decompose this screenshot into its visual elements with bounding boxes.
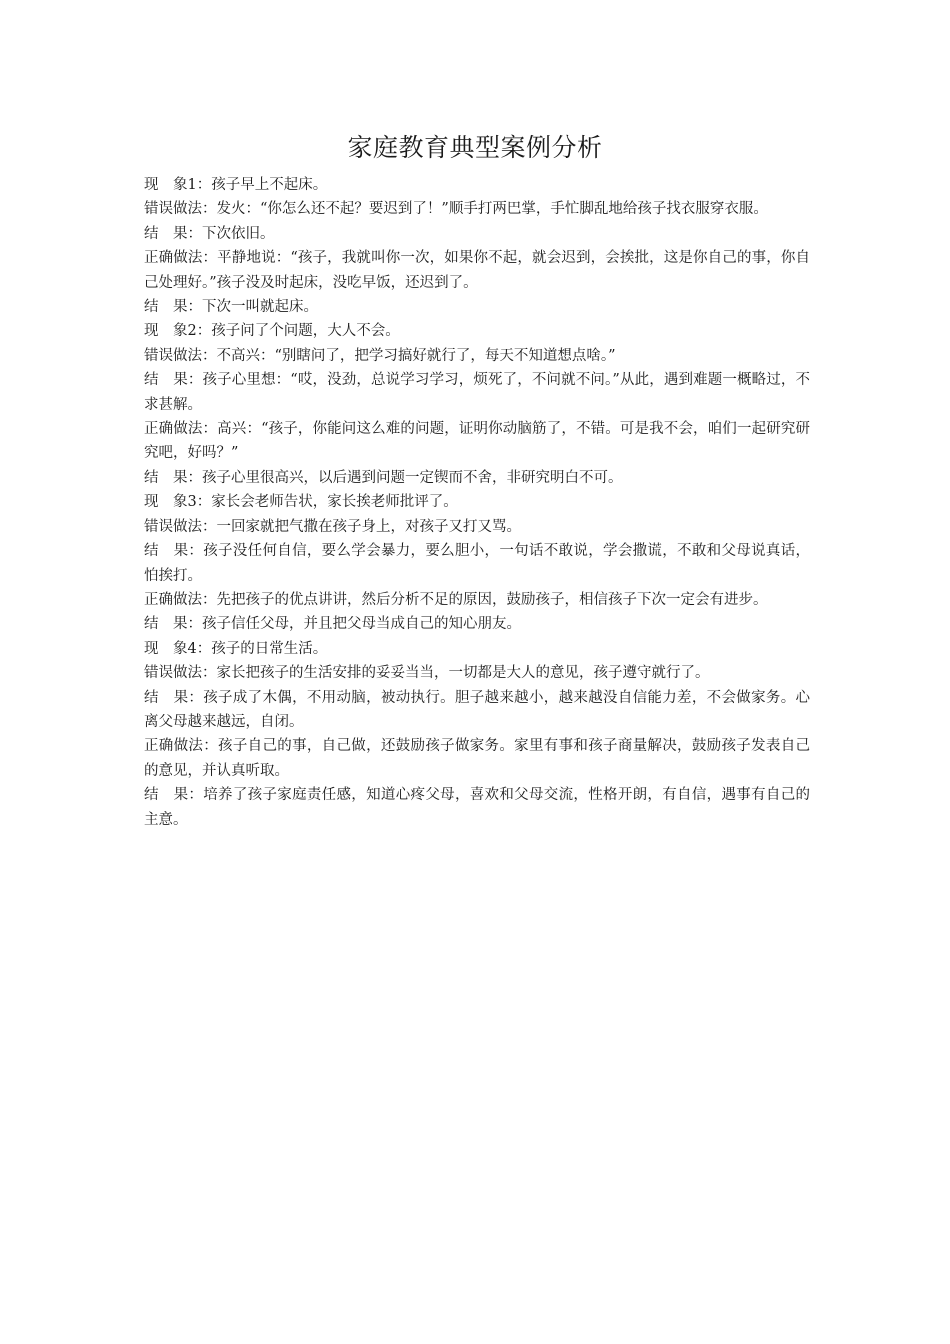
paragraph-correct-approach-3: 正确做法：先把孩子的优点讲讲，然后分析不足的原因，鼓励孩子，相信孩子下次一定会有进步。 — [144, 591, 768, 608]
paragraph-result-3a: 结 果：孩子没任何自信，要么学会暴力，要么胆小，一句话不敢说，学会撒谎，不敢和父母说真话，怕挨打。 — [144, 543, 810, 584]
paragraph-phenomenon-4: 现 象4：孩子的日常生活。 — [144, 640, 328, 657]
paragraph-result-4a: 结 果：孩子成了木偶，不用动脑，被动执行。胆子越来越小，越来越没自信能力差，不会做家务。心离父母越来越远，自闭。 — [144, 689, 810, 730]
paragraph-correct-approach-4: 正确做法：孩子自己的事，自己做，还鼓励孩子做家务。家里有事和孩子商量解决，鼓励孩子发表自己的意见，并认真听取。 — [144, 738, 810, 779]
paragraph-result-2a: 结 果：孩子心里想：“哎，没劲，总说学习学习，烦死了，不问就不问。”从此，遇到难题一概略过，不求甚解。 — [144, 372, 810, 413]
paragraph-result-1a: 结 果：下次依旧。 — [144, 225, 275, 242]
paragraph-result-2b: 结 果：孩子心里很高兴，以后遇到问题一定锲而不舍，非研究明白不可。 — [144, 469, 623, 486]
paragraph-wrong-approach-2: 错误做法：不高兴：“别瞎问了，把学习搞好就行了，每天不知道想点啥。” — [144, 347, 616, 364]
paragraph-result-3b: 结 果：孩子信任父母，并且把父母当成自己的知心朋友。 — [144, 616, 521, 633]
paragraph-phenomenon-2: 现 象2：孩子问了个问题，大人不会。 — [144, 323, 400, 340]
paragraph-phenomenon-1: 现 象1：孩子早上不起床。 — [144, 177, 328, 193]
paragraph-wrong-approach-3: 错误做法：一回家就把气撒在孩子身上，对孩子又打又骂。 — [144, 518, 521, 535]
paragraph-result-4b: 结 果：培养了孩子家庭责任感，知道心疼父母，喜欢和父母交流，性格开朗，有自信，遇事有自己的主意。 — [144, 787, 810, 828]
paragraph-wrong-approach-1: 错误做法：发火：“你怎么还不起？要迟到了！”顺手打两巴掌，手忙脚乱地给孩子找衣服穿衣服。 — [144, 201, 768, 218]
paragraph-correct-approach-1: 正确做法：平静地说：“孩子，我就叫你一次，如果你不起，就会迟到，会挨批，这是你自己的事，你自己处理好。”孩子没及时起床，没吃早饭，还迟到了。 — [144, 250, 810, 291]
paragraph-phenomenon-3: 现 象3：家长会老师告状，家长挨老师批评了。 — [144, 494, 458, 511]
paragraph-correct-approach-2: 正确做法：高兴：“孩子，你能问这么难的问题，证明你动脑筋了，不错。可是我不会，咱们一起研究研究吧，好吗？” — [144, 421, 810, 462]
document-body — [144, 173, 810, 832]
document-title: 家庭教育典型案例分析 — [347, 133, 603, 162]
paragraph-wrong-approach-4: 错误做法：家长把孩子的生活安排的妥妥当当，一切都是大人的意见，孩子遵守就行了。 — [144, 665, 710, 682]
paragraph-result-1b: 结 果：下次一叫就起床。 — [144, 299, 318, 316]
